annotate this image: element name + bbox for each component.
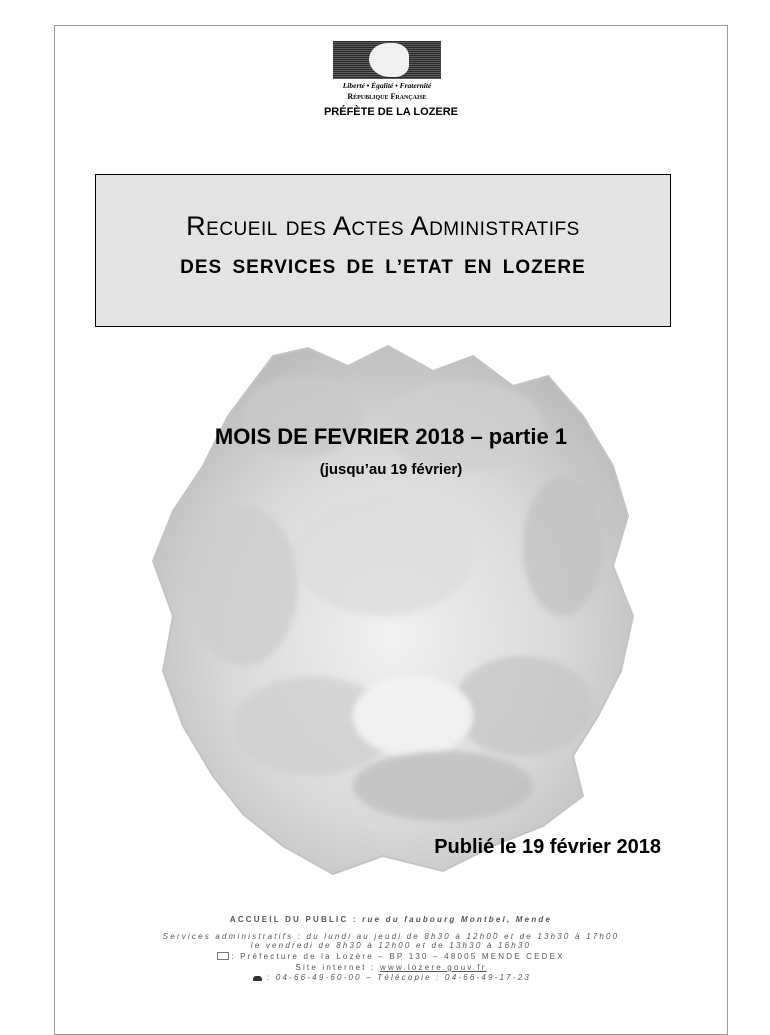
mail-icon (217, 952, 229, 960)
issue-month: MOIS DE FEVRIER 2018 – partie 1 (214, 424, 568, 449)
lozere-map-illustration (143, 326, 643, 886)
footer-site-label: Site internet : (295, 963, 376, 972)
footer-site (55, 963, 727, 972)
title-box (95, 174, 671, 327)
logo-motto: Liberté • Égalité • Fraternité (342, 81, 432, 90)
prefete-heading: PRÉFÈTE DE LA LOZERE (323, 106, 459, 118)
footer-hours-2: le vendredi de 8h30 à 12h00 et de 13h30 à 16h30 (250, 941, 532, 950)
phone-icon (251, 973, 265, 981)
document-page (54, 25, 728, 1035)
footer-accueil (55, 915, 727, 924)
footer-phones (55, 973, 727, 982)
issue-until: (jusqu’au 19 février) (319, 461, 463, 478)
marianne-silhouette (369, 43, 409, 77)
footer-phones-text: : 04-66-49-60-00 – Télécopie : 04-66-49-17-23 (267, 973, 531, 982)
footer-accueil-label: ACCUEIL DU PUBLIC : (229, 915, 358, 924)
marianne-logo-icon (333, 41, 441, 79)
footer-postal-text: : Préfecture de la Lozère – BP 130 – 48005 MENDE CEDEX (231, 952, 565, 961)
published-date: Publié le 19 février 2018 (434, 836, 661, 858)
marianne-logo (333, 41, 441, 105)
title-line-2: DES SERVICES DE L’ETAT EN LOZERE (180, 257, 586, 278)
title-line-1: Recueil des Actes Administratifs (186, 211, 580, 241)
footer-site-link[interactable]: www.lozere.gouv.fr (379, 963, 487, 972)
footer-postal (55, 952, 727, 961)
footer-accueil-address: rue du faubourg Montbel, Mende (362, 915, 553, 924)
logo-republic: République Française (347, 92, 427, 101)
footer-hours-1: Services administratifs : du lundi au jeudi de 8h30 à 12h00 et de 13h30 à 17h00 (162, 932, 620, 941)
